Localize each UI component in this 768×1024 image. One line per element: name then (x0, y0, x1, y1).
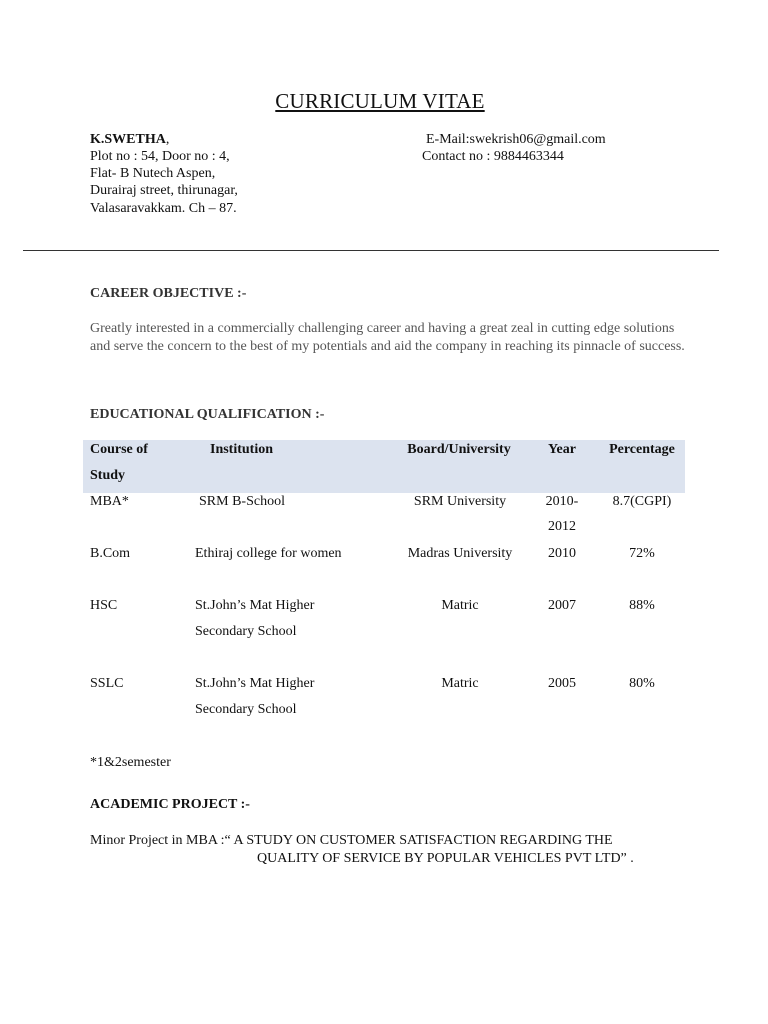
col-header-institution: Institution (210, 442, 274, 457)
contact-number: Contact no : 9884463344 (422, 149, 564, 164)
table-footnote: *1&2semester (90, 755, 171, 770)
row-3-board: Matric (441, 598, 479, 613)
col-header-percentage: Percentage (609, 442, 675, 457)
row-2-year: 2010 (548, 546, 576, 561)
candidate-name: K.SWETHA (90, 132, 166, 147)
document-title: CURRICULUM VITAE (275, 89, 485, 113)
row-1-year-start: 2010- (545, 494, 579, 509)
row-1-year-end: 2012 (548, 519, 576, 534)
row-4-institution-line-2: Secondary School (195, 702, 297, 717)
career-objective-text: Greatly interested in a commercially challenging career and having a great zeal in cutting edge solutions and serve the concern to the best of my potentials and aid the company in reaching its pinnacle of success. (90, 321, 685, 354)
address-line-2: Flat- B Nutech Aspen, (90, 166, 216, 181)
address-line-4: Valasaravakkam. Ch – 87. (90, 201, 237, 216)
row-4-board: Matric (441, 676, 479, 691)
row-3-institution-line-2: Secondary School (195, 624, 297, 639)
header-divider (23, 250, 719, 251)
row-2-board: Madras University (407, 546, 513, 561)
candidate-name-suffix: , (165, 132, 170, 147)
email: E-Mail:swekrish06@gmail.com (426, 132, 606, 147)
academic-project-heading: ACADEMIC PROJECT :- (90, 797, 250, 812)
col-header-year: Year (548, 442, 576, 457)
table-header-background (83, 440, 685, 493)
career-objective-heading: CAREER OBJECTIVE :- (90, 286, 247, 301)
row-4-course: SSLC (90, 676, 124, 691)
candidate-name-line (90, 131, 169, 148)
col-header-board: Board/University (407, 442, 511, 457)
row-3-course: HSC (90, 598, 118, 613)
col-header-course-1: Course of (90, 442, 148, 457)
col-header-course-2: Study (90, 468, 126, 483)
row-3-year: 2007 (548, 598, 576, 613)
project-line-2: QUALITY OF SERVICE BY POPULAR VEHICLES PVT LTD” . (257, 851, 634, 866)
row-3-percentage: 88% (629, 598, 655, 613)
row-1-board: SRM University (413, 494, 507, 509)
row-2-institution: Ethiraj college for women (195, 546, 342, 561)
address-line-3: Durairaj street, thirunagar, (90, 183, 238, 198)
row-4-institution-line-1: St.John’s Mat Higher (195, 676, 315, 691)
row-4-percentage: 80% (629, 676, 655, 691)
row-2-course: B.Com (90, 546, 131, 561)
address-line-1: Plot no : 54, Door no : 4, (90, 149, 230, 164)
row-1-institution: SRM B-School (199, 494, 285, 509)
row-1-course: MBA* (90, 494, 129, 509)
education-heading: EDUCATIONAL QUALIFICATION :- (90, 407, 325, 422)
row-4-year: 2005 (548, 676, 576, 691)
row-3-institution-line-1: St.John’s Mat Higher (195, 598, 315, 613)
project-line-1: Minor Project in MBA :“ A STUDY ON CUSTOMER SATISFACTION REGARDING THE (90, 833, 613, 848)
row-2-percentage: 72% (629, 546, 655, 561)
row-1-percentage: 8.7(CGPI) (612, 494, 672, 509)
